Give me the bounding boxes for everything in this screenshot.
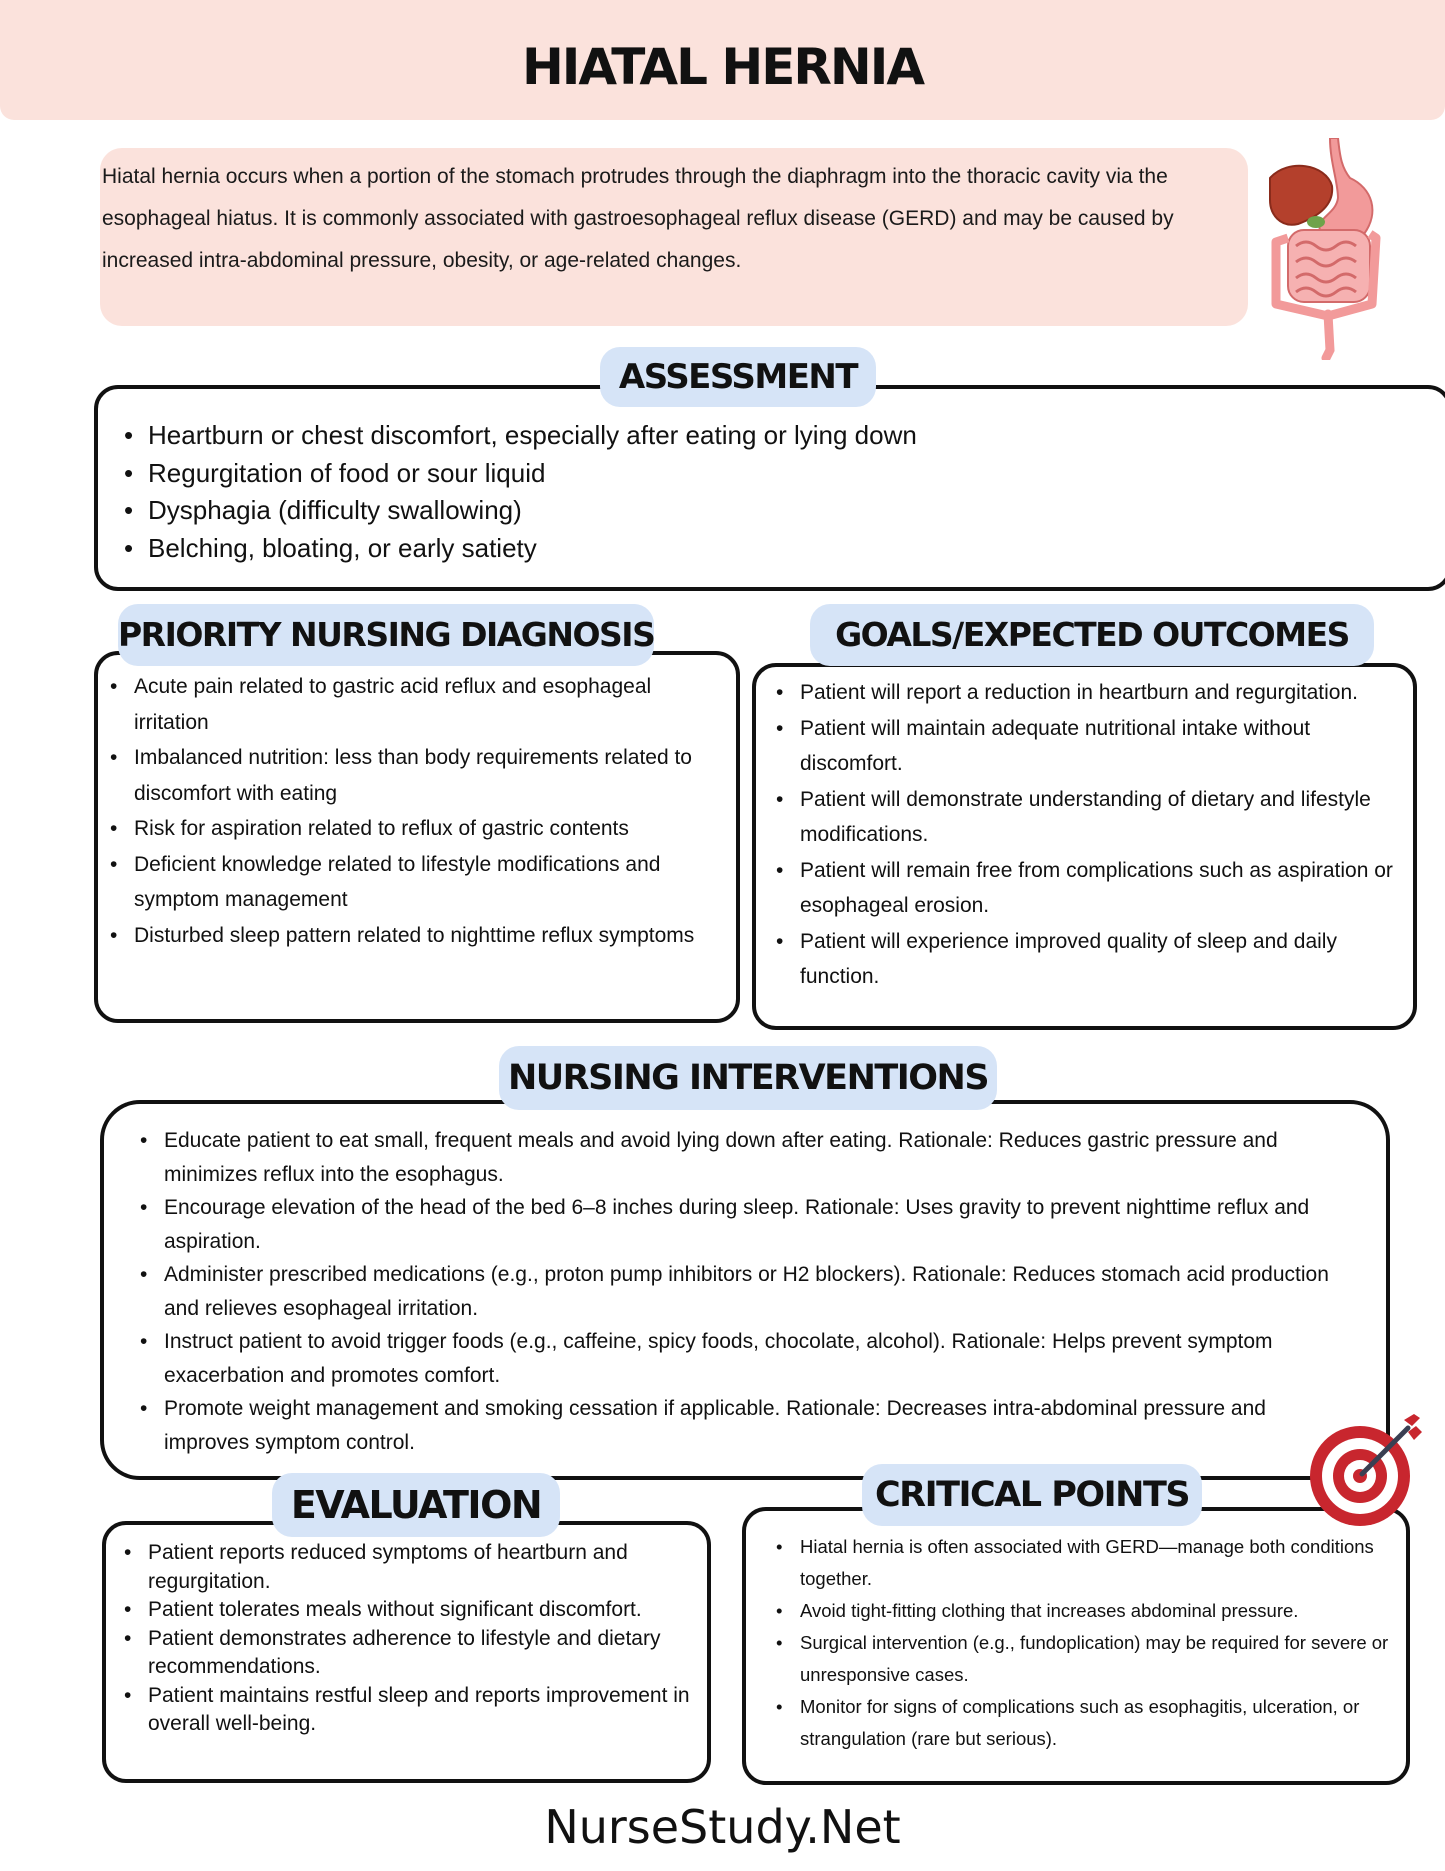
list-item: • Deficient knowledge related to lifestyle modifications and symptom management [106, 847, 726, 918]
list-item: • Educate patient to eat small, frequent meals and avoid lying down after eating. Rationale: Reduces gastric pressure and minimizes reflux into the esophagus. [136, 1124, 1356, 1191]
page-title: HIATAL HERNIA [521, 38, 924, 96]
list-item: • Dysphagia (difficulty swallowing) [120, 492, 1445, 530]
list-item: • Patient will report a reduction in heartburn and regurgitation. [772, 675, 1405, 711]
list-item: • Acute pain related to gastric acid reflux and esophageal irritation [106, 669, 726, 740]
nursing-interventions-box [100, 1100, 1390, 1480]
assessment-box [94, 385, 1445, 591]
list-item: • Patient will maintain adequate nutritional intake without discomfort. [772, 711, 1405, 782]
list-item: • Promote weight management and smoking cessation if applicable. Rationale: Decreases intra-abdominal pressure and improves symptom control. [136, 1392, 1356, 1459]
list-item: • Patient demonstrates adherence to lifestyle and dietary recommendations. [120, 1625, 693, 1682]
diagnosis-list [98, 655, 736, 953]
list-item: • Heartburn or chest discomfort, especially after eating or lying down [120, 417, 1445, 455]
nursing-interventions-heading: NURSING INTERVENTIONS [499, 1046, 997, 1110]
list-item: • Hiatal hernia is often associated with GERD—manage both conditions together. [772, 1531, 1392, 1595]
list-item: • Patient will remain free from complications such as aspiration or esophageal erosion. [772, 853, 1405, 924]
list-item: • Surgical intervention (e.g., fundoplication) may be required for severe or unresponsive cases. [772, 1627, 1392, 1691]
critical-points-heading: CRITICAL POINTS [862, 1464, 1202, 1526]
digestive-system-icon [1268, 138, 1388, 360]
critical-points-box [742, 1507, 1410, 1785]
intro-text: Hiatal hernia occurs when a portion of the stomach protrudes through the diaphragm into the thoracic cavity via the esophageal hiatus. It is commonly associated with gastroesophageal reflux disease (GERD) and may be caused by increased intra-abdominal pressure, obesity, or age-related changes. [102, 165, 1174, 272]
list-item: • Patient reports reduced symptoms of heartburn and regurgitation. [120, 1539, 693, 1596]
target-icon [1308, 1412, 1424, 1528]
footer-brand: NurseStudy.Net [544, 1800, 901, 1854]
interventions-list [104, 1104, 1386, 1459]
critical-points-list [746, 1511, 1406, 1755]
intro-box [100, 148, 1248, 326]
list-item: • Regurgitation of food or sour liquid [120, 455, 1445, 493]
list-item: • Patient maintains restful sleep and reports improvement in overall well-being. [120, 1682, 693, 1739]
list-item: • Risk for aspiration related to reflux of gastric contents [106, 811, 726, 847]
evaluation-list [106, 1525, 707, 1739]
list-item: • Administer prescribed medications (e.g., proton pump inhibitors or H2 blockers). Rationale: Reduces stomach acid production and relieves esophageal irritation. [136, 1258, 1356, 1325]
list-item: • Encourage elevation of the head of the bed 6–8 inches during sleep. Rationale: Uses gravity to prevent nighttime reflux and aspiration. [136, 1191, 1356, 1258]
assessment-heading: ASSESSMENT [600, 347, 876, 407]
list-item: • Monitor for signs of complications such as esophagitis, ulceration, or strangulation (rare but serious). [772, 1691, 1392, 1755]
goals-list [756, 667, 1413, 995]
evaluation-box [102, 1521, 711, 1783]
evaluation-heading: EVALUATION [272, 1473, 560, 1537]
list-item: • Imbalanced nutrition: less than body requirements related to discomfort with eating [106, 740, 726, 811]
list-item: • Patient will experience improved quality of sleep and daily function. [772, 924, 1405, 995]
list-item: • Avoid tight-fitting clothing that increases abdominal pressure. [772, 1595, 1392, 1627]
goals-box [752, 663, 1417, 1030]
list-item: • Instruct patient to avoid trigger foods (e.g., caffeine, spicy foods, chocolate, alcohol). Rationale: Helps prevent symptom exacerbation and promotes comfort. [136, 1325, 1356, 1392]
list-item: • Belching, bloating, or early satiety [120, 530, 1445, 568]
list-item: • Patient tolerates meals without significant discomfort. [120, 1596, 693, 1625]
list-item: • Patient will demonstrate understanding of dietary and lifestyle modifications. [772, 782, 1405, 853]
assessment-list [98, 389, 1445, 567]
priority-nursing-diagnosis-heading: PRIORITY NURSING DIAGNOSIS [118, 604, 654, 666]
goals-heading: GOALS/EXPECTED OUTCOMES [810, 604, 1374, 666]
priority-nursing-diagnosis-box [94, 651, 740, 1023]
list-item: • Disturbed sleep pattern related to nighttime reflux symptoms [106, 918, 726, 954]
